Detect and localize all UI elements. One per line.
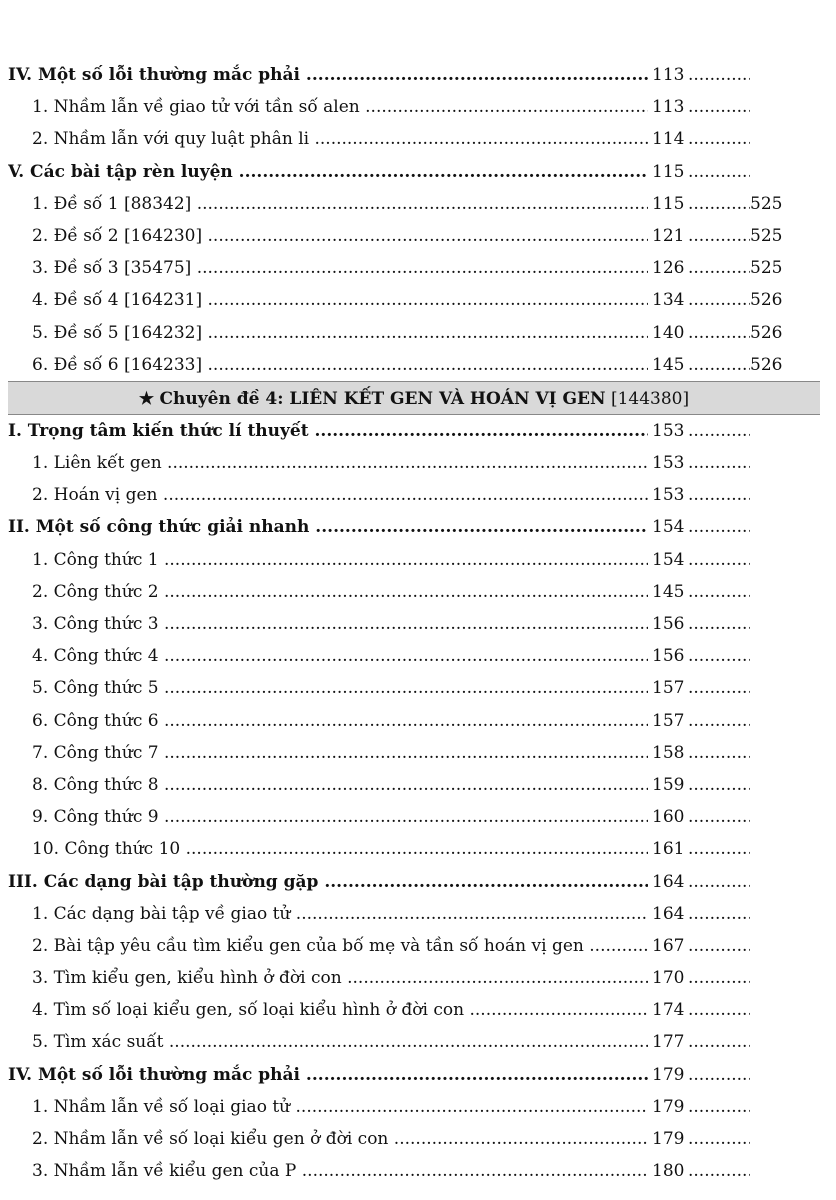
toc-leader-dots — [688, 801, 750, 833]
toc-entry-title: 1. Các dạng bài tập về giao tử ..... — [32, 898, 648, 930]
toc-entry — [0, 1123, 836, 1155]
toc-entry-title: IV. Một số lỗi thường mắc phải ..... — [8, 59, 648, 91]
toc-page-number: 164 — [652, 871, 685, 892]
toc-entry-title: 2. Nhầm lẫn với quy luật phân li ..... — [32, 123, 648, 155]
toc-entry — [0, 930, 836, 962]
toc-entry — [0, 994, 836, 1026]
toc-page-number: 156 — [652, 646, 685, 667]
toc-entry-title: IV. Một số lỗi thường mắc phải ..... — [8, 1059, 648, 1091]
toc-page-number: 115 — [652, 161, 685, 182]
toc-leader-dots — [688, 1155, 750, 1187]
toc-entry — [0, 479, 836, 511]
toc-page-number: 164 — [652, 903, 685, 924]
toc-leader-dots — [688, 284, 750, 316]
toc-entry — [0, 220, 836, 252]
toc-entry — [0, 898, 836, 930]
toc-answer-page: 526 — [750, 354, 783, 375]
toc-leader-dots — [688, 576, 750, 608]
toc-entry — [0, 349, 836, 381]
toc-leader-dots — [688, 994, 750, 1026]
toc-page-number: 140 — [652, 322, 685, 343]
toc-leader-dots — [688, 672, 750, 704]
toc-page-number: 180 — [652, 1161, 685, 1182]
toc-leader-dots — [688, 123, 750, 155]
toc-entry — [0, 123, 836, 155]
toc-leader-dots — [688, 1091, 750, 1123]
toc-page-number: 154 — [652, 549, 685, 570]
toc-section-chapter-3-tail — [0, 59, 836, 381]
toc-leader-dots — [688, 705, 750, 737]
toc-entry — [0, 705, 836, 737]
toc-entry-title: 5. Tìm xác suất ..... — [32, 1026, 648, 1058]
toc-entry — [0, 252, 836, 284]
toc-leader-dots — [688, 415, 750, 447]
star-icon: ★ — [138, 388, 155, 409]
toc-leader-dots — [688, 59, 750, 91]
toc-entry-title: 8. Công thức 8 ..... — [32, 769, 648, 801]
toc-leader-dots — [688, 769, 750, 801]
toc-page-number: 113 — [652, 65, 685, 85]
toc-section-heading — [0, 866, 836, 898]
toc-entry-title: 2. Đề số 2 [164230] ..... — [32, 220, 648, 252]
toc-leader-dots — [688, 188, 750, 220]
toc-entry-title: 3. Nhầm lẫn về kiểu gen của P ..... — [32, 1155, 648, 1187]
toc-entry-title: 1. Đề số 1 [88342] ..... — [32, 188, 648, 220]
toc-entry-title: 10. Công thức 10 ..... — [32, 833, 648, 865]
toc-entry — [0, 91, 836, 123]
toc-page-number: 153 — [652, 485, 685, 506]
toc-page-number: 167 — [652, 935, 685, 956]
toc-answer-page: 525 — [750, 258, 783, 279]
toc-entry — [0, 962, 836, 994]
toc-leader-dots — [688, 1026, 750, 1058]
table-of-contents — [0, 59, 836, 1187]
toc-entry-title: 1. Công thức 1 ..... — [32, 544, 648, 576]
toc-page-number: 170 — [652, 968, 685, 989]
toc-entry — [0, 188, 836, 220]
toc-page-number: 134 — [652, 290, 685, 311]
toc-entry-title: 9. Công thức 9 ..... — [32, 801, 648, 833]
toc-entry — [0, 544, 836, 576]
toc-entry — [0, 769, 836, 801]
toc-section-heading — [0, 59, 836, 91]
toc-page-number: 161 — [652, 839, 685, 860]
toc-page-number: 154 — [652, 517, 685, 538]
toc-entry-title: 6. Đề số 6 [164233] ..... — [32, 349, 648, 381]
toc-page-number: 158 — [652, 742, 685, 763]
toc-leader-dots — [688, 640, 750, 672]
toc-page-number: 115 — [652, 193, 685, 214]
toc-entry — [0, 1091, 836, 1123]
toc-entry — [0, 1155, 836, 1187]
toc-entry — [0, 833, 836, 865]
toc-leader-dots — [688, 737, 750, 769]
toc-leader-dots — [688, 930, 750, 962]
toc-entry-title: 3. Đề số 3 [35475] ..... — [32, 252, 648, 284]
toc-leader-dots — [688, 608, 750, 640]
toc-entry-title: 7. Công thức 7 ..... — [32, 737, 648, 769]
toc-page-number: 179 — [652, 1064, 685, 1085]
toc-page-number: 126 — [652, 258, 685, 279]
toc-leader-dots — [688, 220, 750, 252]
toc-entry — [0, 576, 836, 608]
toc-section-heading — [0, 415, 836, 447]
toc-leader-dots — [688, 866, 750, 898]
toc-page-number: 179 — [652, 1129, 685, 1149]
toc-entry-title: 3. Tìm kiểu gen, kiểu hình ở đời con ..... — [32, 962, 648, 994]
toc-leader-dots — [688, 1059, 750, 1091]
chapter-code: [144380] — [610, 388, 690, 409]
toc-entry-title: 4. Đề số 4 [164231] ..... — [32, 284, 648, 316]
toc-leader-dots — [688, 962, 750, 994]
toc-entry-title: 5. Công thức 5 ..... — [32, 672, 648, 704]
toc-page-number: 159 — [652, 774, 685, 795]
toc-page-number: 157 — [652, 678, 685, 699]
toc-entry-title: 1. Nhầm lẫn về số loại giao tử ..... — [32, 1091, 648, 1123]
toc-entry-title: 1. Liên kết gen ..... — [32, 447, 648, 479]
toc-entry — [0, 672, 836, 704]
toc-entry-title: 4. Công thức 4 ..... — [32, 640, 648, 672]
toc-entry-title: 2. Hoán vị gen ..... — [32, 479, 648, 511]
toc-entry — [0, 317, 836, 349]
toc-entry-title: III. Các dạng bài tập thường gặp ..... — [8, 866, 648, 898]
toc-leader-dots — [688, 317, 750, 349]
toc-page-number: 121 — [652, 225, 685, 246]
toc-entry — [0, 1026, 836, 1058]
toc-section-chapter-4 — [0, 415, 836, 1188]
toc-entry-title: V. Các bài tập rèn luyện ..... — [8, 156, 648, 188]
toc-entry-title: 2. Nhầm lẫn về số loại kiểu gen ở đời con ..... — [32, 1123, 648, 1155]
toc-entry — [0, 447, 836, 479]
toc-answer-page: 526 — [750, 290, 783, 311]
chapter-title: Chuyên đề 4: LIÊN KẾT GEN VÀ HOÁN VỊ GEN — [159, 388, 606, 409]
toc-page-number: 177 — [652, 1032, 685, 1053]
toc-page-number: 156 — [652, 614, 685, 634]
toc-page-number: 179 — [652, 1096, 685, 1117]
toc-leader-dots — [688, 349, 750, 381]
toc-leader-dots — [688, 511, 750, 543]
toc-leader-dots — [688, 91, 750, 123]
toc-section-heading — [0, 1059, 836, 1091]
toc-leader-dots — [688, 544, 750, 576]
toc-entry-title: 1. Nhầm lẫn về giao tử với tần số alen ..... — [32, 91, 648, 123]
toc-entry-title: II. Một số công thức giải nhanh ..... — [8, 511, 648, 543]
toc-section-heading — [0, 511, 836, 543]
toc-page-number: 153 — [652, 420, 685, 441]
toc-page-number: 145 — [652, 354, 685, 375]
toc-section-heading — [0, 156, 836, 188]
toc-page-number: 114 — [652, 129, 685, 150]
toc-leader-dots — [688, 898, 750, 930]
toc-entry-title: 6. Công thức 6 ..... — [32, 705, 648, 737]
toc-entry — [0, 737, 836, 769]
toc-entry — [0, 801, 836, 833]
toc-answer-page: 525 — [750, 225, 783, 246]
toc-entry-title: 4. Tìm số loại kiểu gen, số loại kiểu hình ở đời con ..... — [32, 994, 648, 1026]
toc-answer-page: 525 — [750, 193, 783, 214]
toc-leader-dots — [688, 156, 750, 188]
toc-answer-page: 526 — [750, 322, 783, 343]
toc-entry — [0, 640, 836, 672]
toc-leader-dots — [688, 833, 750, 865]
toc-page-number: 145 — [652, 581, 685, 602]
toc-page-number: 157 — [652, 710, 685, 731]
toc-entry-title: 2. Công thức 2 ..... — [32, 576, 648, 608]
toc-page-number: 153 — [652, 453, 685, 474]
chapter-header — [8, 381, 820, 415]
toc-entry-title: I. Trọng tâm kiến thức lí thuyết ..... — [8, 415, 648, 447]
toc-leader-dots — [688, 252, 750, 284]
toc-leader-dots — [688, 1123, 750, 1155]
toc-entry-title: 5. Đề số 5 [164232] ..... — [32, 317, 648, 349]
toc-entry — [0, 608, 836, 640]
toc-leader-dots — [688, 447, 750, 479]
toc-entry-title: 3. Công thức 3 ..... — [32, 608, 648, 640]
toc-leader-dots — [688, 479, 750, 511]
toc-entry — [0, 284, 836, 316]
toc-page-number: 113 — [652, 97, 685, 118]
toc-page-number: 160 — [652, 807, 685, 828]
toc-entry-title: 2. Bài tập yêu cầu tìm kiểu gen của bố mẹ và tần số hoán vị gen ..... — [32, 930, 648, 962]
toc-page-number: 174 — [652, 1000, 685, 1021]
